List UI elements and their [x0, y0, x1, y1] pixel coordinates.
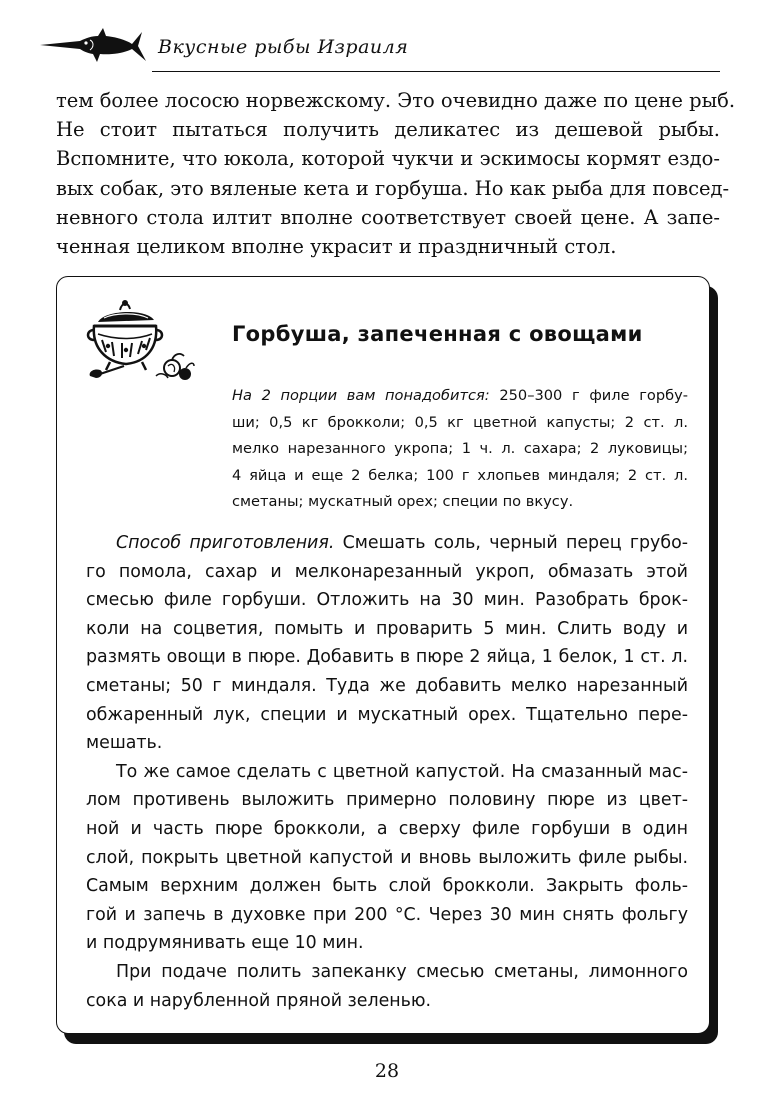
method-line [86, 529, 688, 558]
ingredients-text: 250–300 г филе горбу- [489, 387, 688, 404]
intro-paragraph [56, 86, 736, 261]
ingredients-label: На 2 порции вам понадобится: [232, 387, 490, 404]
page-number: 28 [374, 1060, 400, 1082]
intro-line: тем более лососю норвежскому. Это очевидно даже по цене рыб. [56, 89, 736, 112]
method-line: мешать. [86, 733, 163, 754]
method-line: сметаны; 50 г миндаля. Туда же добавить мелко нарезанный [86, 675, 688, 696]
ingredients-line [232, 383, 688, 410]
method-line: смесью филе горбуши. Отложить на 30 мин. Разобрать брок- [86, 590, 688, 611]
method-line: и подрумянивать еще 10 мин. [86, 933, 364, 954]
ingredients-line: сметаны; мускатный орех; специи по вкусу. [232, 493, 574, 510]
method-line: При подаче полить запеканку смесью сметаны, лимонного [116, 961, 688, 982]
method-line: обжаренный лук, специи и мускатный орех. Тщательно пере- [86, 704, 688, 725]
method-line: размять овощи в пюре. Добавить в пюре 2 яйца, 1 белок, 1 ст. л. [86, 647, 688, 668]
intro-line: вых собак, это вяленые кета и горбуша. Но как рыба для повсед- [56, 176, 730, 200]
method-line: То же самое сделать с цветной капустой. На смазанный мас- [116, 761, 688, 782]
ingredients-line: 4 яйца и еще 2 белка; 100 г хлопьев миндаля; 2 ст. л. [232, 466, 688, 484]
ingredients-line: ши; 0,5 кг брокколи; 0,5 кг цветной капусты; 2 ст. л. [232, 413, 688, 431]
method-line: ной и часть пюре брокколи, а сверху филе горбуши в один [86, 818, 688, 839]
method-line: сока и нарубленной пряной зеленью. [86, 990, 432, 1011]
cooking-pot-icon [86, 296, 196, 388]
header-rule [152, 71, 720, 72]
intro-line: невного стола илтит вполне соответствует своей цене. А запе- [56, 205, 720, 229]
intro-line: Не стоит пытаться получить деликатес из дешевой рыбы. [56, 118, 720, 142]
running-header [40, 22, 720, 78]
intro-line: Вспомните, что юкола, которой чукчи и эскимосы кормят ездо- [56, 147, 720, 171]
method-line: коли на соцветия, помыть и проварить 5 мин. Слить воду и [86, 618, 688, 639]
method-text-start: Смешать соль, черный перец грубо- [334, 533, 688, 553]
method-line: лом противень выложить примерно половину пюре из цвет- [86, 790, 688, 811]
swordfish-icon [40, 28, 148, 64]
method-line: Самым верхним должен быть слой брокколи. Закрыть фоль- [86, 876, 688, 897]
method-label: Способ приготовления. [116, 533, 335, 553]
running-head-title: Вкусные рыбы Израиля [158, 36, 409, 58]
method-line: слой, покрыть цветной капустой и вновь выложить филе рыбы. [86, 847, 688, 868]
method-text [86, 529, 688, 1015]
recipe-title: Горбуша, запеченная с овощами [232, 322, 643, 346]
method-line: гой и запечь в духовке при 200 °С. Через 30 мин снять фольгу [86, 904, 688, 925]
ingredients-line: мелко нарезанного укропа; 1 ч. л. сахара; 2 луковицы; [232, 440, 688, 457]
intro-line: ченная целиком вполне украсит и праздничный стол. [56, 235, 617, 259]
method-line: го помола, сахар и мелконарезанный укроп, обмазать этой [86, 561, 688, 582]
ingredients-list [232, 383, 688, 516]
